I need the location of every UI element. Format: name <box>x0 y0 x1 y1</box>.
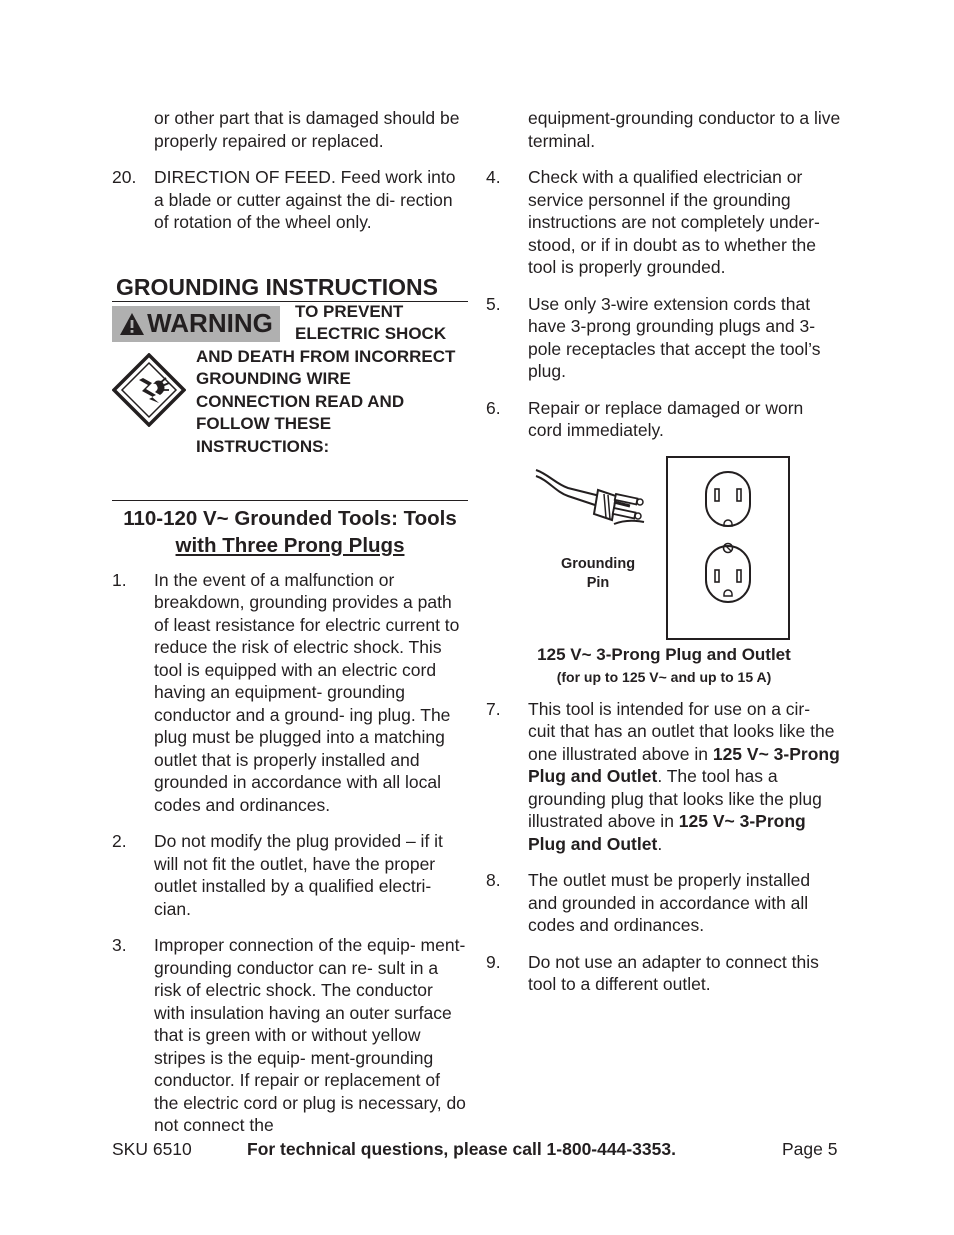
list-item-8 <box>486 869 842 937</box>
footer-page-number: Page 5 <box>782 1139 838 1159</box>
warning-triangle-icon <box>119 312 145 336</box>
item-text: DIRECTION OF FEED. Feed work into a blade or cutter against the di- rection of rotation of the wheel only. <box>154 167 456 232</box>
list-item-5 <box>486 293 842 383</box>
section-title: GROUNDING INSTRUCTIONS <box>112 272 468 302</box>
right-column <box>486 107 842 1010</box>
list-item-2 <box>112 830 468 920</box>
left-column <box>112 107 468 1151</box>
subsection-title-line2: with Three Prong Plugs <box>175 533 405 557</box>
item-number: 1. <box>112 569 127 590</box>
item-text-part: . The tool has a grounding plug that looks like the plug illustrated above in <box>528 766 822 831</box>
item-text-part: This tool is intended for use on a cir- cuit that has an outlet that looks like the one illustrated above in <box>528 698 835 764</box>
item-text: Improper connection of the equip- ment-grounding conductor can re- sult in a risk of electric shock. The conductor with insulation having an outer surface that is green with or without yellow stripes is the equip- ment-grounding conductor. If repair or replacement of the electric cord or plug is necessary, do not connect the <box>154 935 466 1135</box>
plug-icon <box>534 462 654 542</box>
figure-subcaption: (for up to 125 V~ and up to 15 A) <box>556 668 772 685</box>
figure-caption: 125 V~ 3-Prong Plug and Outlet <box>537 644 791 664</box>
continuation-text: or other part that is damaged should be properly repaired or replaced. <box>154 108 460 151</box>
list-item-4 <box>486 166 842 279</box>
outlet-icon <box>666 456 790 640</box>
item-number: 2. <box>112 831 127 851</box>
list-item-3 <box>112 934 468 1137</box>
electric-shock-hazard-icon <box>112 353 186 427</box>
list-item-9 <box>486 951 842 996</box>
list-item-6 <box>486 397 842 442</box>
warning-badge <box>112 306 280 342</box>
warning-text-top: TO PREVENT ELECTRIC SHOCK <box>295 301 447 343</box>
list-item-20 <box>112 166 468 234</box>
warning-label: WARNING <box>147 308 273 339</box>
item-number: 7. <box>486 698 501 719</box>
item-text: Check with a qualified electrician or service personnel if the grounding instructions are not completely under- stood, or if in doubt as to whether the tool is properly grounded. <box>528 167 820 277</box>
warning-text-main: AND DEATH FROM INCORRECT GROUNDING WIRE CONNECTION READ AND FOLLOW THESE INSTRUCTIONS: <box>196 346 456 456</box>
item-text: Use only 3-wire extension cords that have 3-prong grounding plugs and 3-pole receptacles that accept the tool’s plug. <box>528 293 821 381</box>
item-number: 20. <box>112 167 137 187</box>
item-text: The outlet must be properly installed and grounded in accordance with all codes and ordinances. <box>528 870 811 935</box>
item-number: 3. <box>112 935 127 955</box>
item-text-bold: 125 V~ 3-Prong Plug and Outlet <box>528 743 840 786</box>
grounding-pin-label <box>546 555 650 593</box>
item-number: 8. <box>486 870 501 890</box>
plug-outlet-figure <box>486 456 842 685</box>
footer-help-line: For technical questions, please call 1-800-444-3353. <box>247 1139 676 1159</box>
item-text-part: . <box>657 833 663 854</box>
item-text: Do not use an adapter to connect this tool to a different outlet. <box>528 951 819 994</box>
item-number: 4. <box>486 167 501 187</box>
footer-sku: SKU 6510 <box>112 1139 192 1159</box>
continuation-text: equipment-grounding conductor to a live terminal. <box>528 108 841 151</box>
item-text: Do not modify the plug provided – if it will not fit the outlet, have the proper outlet installed by a qualified electri- cian. <box>154 831 443 919</box>
subsection-title-line1: 110-120 V~ Grounded Tools: Tools <box>123 506 457 530</box>
pin-label-line1: Grounding <box>560 555 636 572</box>
list-item-7 <box>486 698 842 856</box>
item-text: Repair or replace damaged or worn cord immediately. <box>528 397 804 440</box>
item-text-bold: 125 V~ 3-Prong Plug and Outlet <box>528 811 806 854</box>
warning-block <box>112 301 468 486</box>
list-item-1 <box>112 569 468 817</box>
item-text: In the event of a malfunction or breakdown, grounding provides a path of least resistance for electric current to reduce the risk of electric shock. This tool is equipped with an electric cord having an equipment- grounding conductor and a ground- ing plug. The plug must be plugged into a matching outlet that is properly installed and grounded in accordance with all local codes and ordinances. <box>154 569 460 815</box>
item-number: 9. <box>486 951 501 972</box>
pin-label-line2: Pin <box>586 574 610 591</box>
subsection-title <box>112 500 468 559</box>
item-number: 6. <box>486 397 501 418</box>
item-number: 5. <box>486 293 501 314</box>
